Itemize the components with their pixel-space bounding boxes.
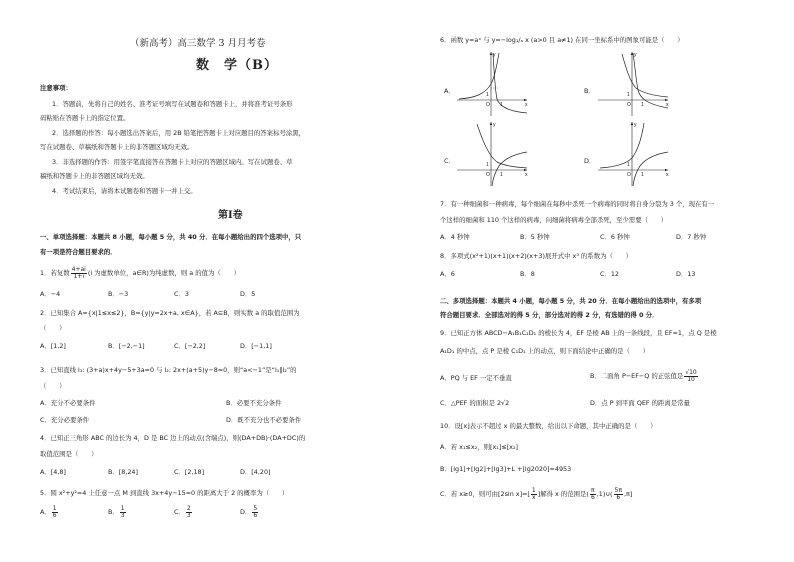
option-a: A．6 — [440, 270, 455, 278]
question-9-stem: 9．已知正方体 ABCD−A₁B₁C₁D₁ 的棱长为 4，EF 是棱 AB 上的一条线段，且 EF=1，点 Q 是棱 — [440, 329, 717, 337]
option-d: D．点 P 到平面 QEF 的距离是常量 — [590, 399, 690, 407]
svg-text:1: 1 — [627, 92, 630, 98]
notice-heading: 注意事项： — [40, 84, 72, 92]
svg-text:O: O — [627, 172, 631, 178]
option-b: B．[lg1]+[lg2]+[lg3]+L +[lg2020]=4953 — [440, 465, 572, 473]
option-b: B．[−2,−1] — [108, 342, 145, 350]
option-c: C． $\frac{2}{3}$ — [174, 504, 191, 519]
graph-a — [455, 50, 531, 118]
svg-text:1: 1 — [486, 162, 489, 168]
svg-text:1: 1 — [500, 172, 503, 178]
fraction: $\frac{4+ai}{1+i}$ — [71, 265, 86, 280]
svg-text:1: 1 — [486, 92, 489, 98]
option-c: C．[2,18] — [174, 468, 205, 476]
question-7-stem: 7．有一种细菌和一种病毒，每个细菌在每秒中杀死一个病毒的同时将自身分裂为 3 个，现在有一 — [440, 200, 715, 208]
question-4-stem-2: 取值范围是（ ） — [40, 450, 98, 458]
notice-line: 2．选择题的作答：每小题选出答案后，用 2B 铅笔把答题卡上对应题目的答案标号涂黑， — [52, 129, 306, 137]
question-2-stem: 2．已知集合 A={x|1≤x≤2}，B={y|y=2x+a, x∈A}，若 A⊆B，则实数 a 的取值范围为 — [40, 309, 300, 317]
notice-line: 3．非选择题的作答：用签字笔直接答在答题卡上对应的答题区域内。写在试题卷、草 — [52, 158, 293, 166]
option-a: A．[4,8] — [40, 468, 66, 476]
question-7-stem-2: 个这样的细菌和 110 个这样的病毒，问细菌将病毒全部杀死，至少需要（ ） — [440, 216, 668, 224]
svg-text:y: y — [493, 52, 496, 58]
graph-d — [596, 120, 672, 188]
option-d: D． $\frac{5}{6}$ — [240, 504, 258, 519]
option-d: D．既不充分也不必要条件 — [226, 416, 302, 424]
svg-text:y: y — [634, 122, 637, 128]
graph-b — [596, 50, 672, 118]
volume-title: 第Ⅰ卷 — [218, 210, 243, 221]
option-a: A．4 秒钟 — [440, 233, 470, 241]
option-a: A．若 x₁≤x₂，则[x₁]≤[x₂] — [440, 443, 519, 451]
option-c: C． — [444, 157, 455, 165]
svg-text:1: 1 — [641, 102, 644, 108]
notice-line: 写在试题卷、草稿纸和答题卡上的非答题区域均无效。 — [40, 143, 194, 151]
exam-title: （新高考）高三数学 3 月月考卷 — [130, 38, 266, 49]
option-d: D．[−1,1] — [240, 342, 272, 350]
svg-text:1: 1 — [641, 172, 644, 178]
question-4-stem: 4．已知正三角形 ABC 的边长为 4，D 是 BC 边上的动点(含端点)，则(DA+DB)·(DA+DC)的 — [40, 434, 306, 442]
question-2-paren: （ ） — [40, 324, 66, 332]
svg-text:y: y — [634, 52, 637, 58]
subject-title: 数 学（B） — [196, 58, 278, 73]
option-d: D．5 — [240, 290, 256, 298]
option-a: A．充分不必要条件 — [40, 399, 96, 407]
svg-text:y: y — [493, 122, 496, 128]
option-b: B． — [584, 87, 595, 95]
svg-text:1: 1 — [627, 162, 630, 168]
option-d: D．[4,20] — [240, 468, 271, 476]
question-5-stem: 5．圆 x²+y²=4 上任意一点 M 到直线 3x+4y−15=0 的距离大于 2 的概率为（ ） — [40, 489, 289, 497]
option-a: A．[1,2] — [40, 342, 66, 350]
option-b: B．5 秒钟 — [520, 233, 550, 241]
section-heading: 一、单项选择题：本题共 8 小题，每小题 5 分，共 40 分．在每小题给出的四个选项中，只 — [40, 233, 302, 241]
svg-text:x: x — [666, 102, 669, 108]
notice-line: 1．答题前，先将自己的姓名、准考证号填写在试题卷和答题卡上，并将准考证号条形 — [52, 100, 293, 108]
graph-c — [455, 120, 531, 188]
notice-line: 稿纸和答题卡上的非答题区域均无效。 — [40, 172, 149, 180]
question-10-stem: 10．设[x]表示不超过 x 的最大整数，给出以下命题，其中正确的是（ ） — [440, 422, 657, 430]
section-heading: 二、多项选择题：本题共 4 小题，每小题 5 分，共 20 分．在每小题给出的选项中，有多项 — [440, 297, 702, 305]
option-d: D．13 — [676, 270, 696, 278]
option-a: A． — [444, 87, 455, 95]
option-a: A． $\frac{1}{6}$ — [40, 504, 57, 519]
svg-text:O: O — [627, 102, 631, 108]
option-b: B．必要不充分条件 — [226, 399, 282, 407]
option-c: C．充分必要条件 — [40, 416, 90, 424]
option-b: B．[8,24] — [108, 468, 138, 476]
option-a: A．PQ 与 EF 一定不垂直 — [440, 374, 512, 382]
option-c: C．[−2,2] — [174, 342, 206, 350]
section-heading: 符合题目要求．全部选对的得 5 分，部分选对的得 2 分，有选错的得 0 分． — [440, 311, 659, 319]
option-c: C．△PEF 的面积是 2√2 — [440, 399, 510, 407]
option-b: B． $\frac{1}{3}$ — [108, 504, 125, 519]
question-3-paren: （ ） — [40, 382, 66, 390]
svg-text:x: x — [525, 172, 528, 178]
option-c: C．3 — [174, 290, 189, 298]
svg-text:O: O — [486, 102, 490, 108]
option-c: C．若 x≥0，则可由[2sin x]=[ $\frac{1}{x}$ ]解得 x 的范围是( $\frac{\pi}{6}$ ,1)∪( $\frac{5\pi}{6}$ ,π] — [440, 486, 633, 501]
notice-line: 码粘贴在答题卡上的指定位置。 — [40, 114, 130, 122]
option-d: D． — [584, 157, 596, 165]
question-9-stem-2: A₁D₁ 的中点，点 P 是棱 C₁D₁ 上的动点，则下面结论中正确的是（ ） — [440, 347, 650, 355]
question-8-stem: 8．多项式(x²+1)(x+1)(x+2)(x+3)展开式中 x³ 的系数为（ ） — [440, 252, 633, 260]
section-heading: 有一项是符合题目要求的． — [40, 248, 117, 256]
svg-text:x: x — [666, 172, 669, 178]
option-c: C．12 — [600, 270, 619, 278]
option-b: B．−3 — [108, 290, 129, 298]
option-c: C．6 秒钟 — [600, 233, 630, 241]
option-d: D．7 秒钟 — [676, 233, 707, 241]
option-b: B．8 — [520, 270, 535, 278]
question-3-stem: 3．已知直线 l₁: (3+a)x+4y−5+3a=0 与 l₂: 2x+(a+5)y−8=0，则“a<−1”是“l₁∥l₂”的 — [40, 366, 297, 374]
question-6-stem: 6．函数 y=aˣ 与 y=−log₁/ₐ x (a>0 且 a≠1) 在同一坐标系中的图象可能是（ ） — [440, 36, 684, 44]
option-b: B．二面角 P−EF−Q 的正弦值是 $\frac{√10}{10}$ — [590, 368, 697, 383]
svg-text:1: 1 — [500, 102, 503, 108]
option-a: A．−4 — [40, 290, 61, 298]
notice-line: 4．考试结束后，请将本试题卷和答题卡一并上交。 — [52, 187, 197, 195]
svg-text:x: x — [525, 102, 528, 108]
svg-text:O: O — [486, 172, 490, 178]
question-1-stem: 1．若复数 $\frac{4+ai}{1+i}$ (i 为虚数单位，a∈R)为纯虚数，则 a 的值为（ ） — [40, 265, 240, 280]
